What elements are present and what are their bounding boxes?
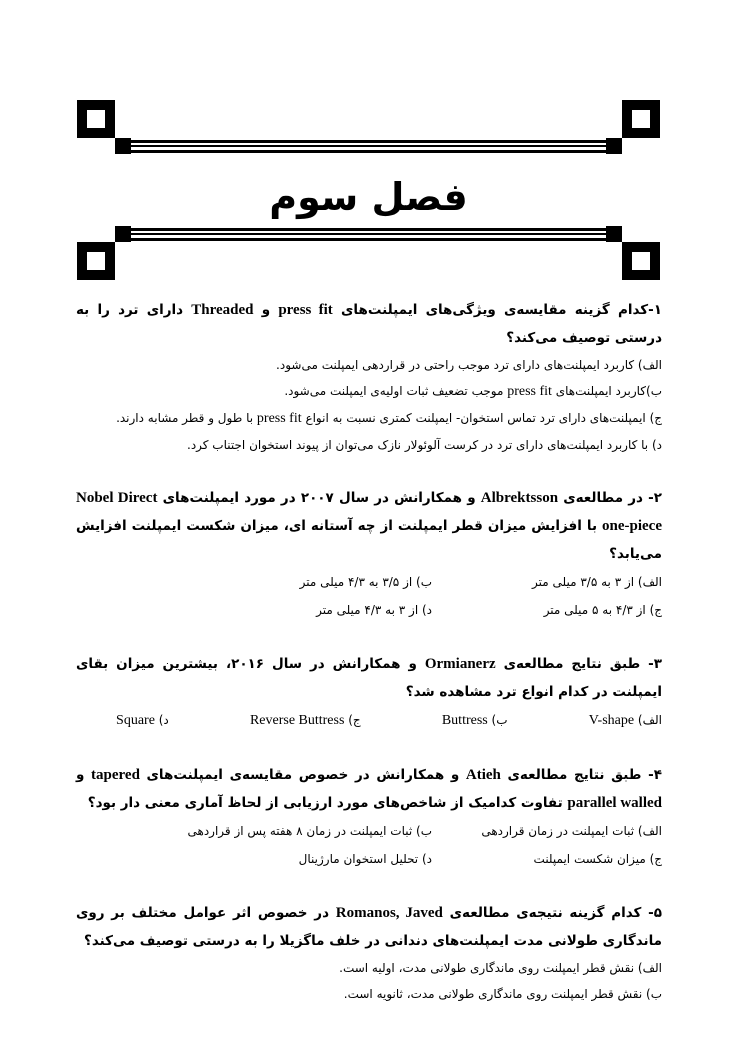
bottom-rule [131,238,606,241]
option-d: د) از ۳ به ۴/۳ میلی متر [316,603,432,617]
question-stem: ۲- در مطالعه‌ی Albrektsson و همکارانش در سال ۲۰۰۷ در مورد ایمپلنت‌های Nobel Direct one-piece با افزایش میزان قطر ایمپلنت از چه آستانه ای، میزان شکست ایمپلنت افزایش می‌یابد؟ [76,490,663,562]
option-a: الف) نقش قطر ایمپلنت روی ماندگاری طولانی مدت، اولیه است. [339,961,662,975]
question-stem: ۳- طبق نتایج مطالعه‌ی Ormianerz و همکارانش در سال ۲۰۱۶، بیشترین میزان بقای ایمپلنت در کدام انواع ترد مشاهده شد؟ [76,656,662,700]
corner-ornament-bottom-left [77,242,115,280]
options-row [76,817,662,845]
option-c: ج) از ۴/۳ به ۵ میلی متر [543,603,662,617]
option-b: ب) ثبات ایمپلنت در زمان ۸ هفته پس از قراردهی [187,824,432,838]
corner-ornament-bottom-right [622,242,660,280]
ornament-square-bottom-left [115,226,131,242]
top-rule [131,140,606,143]
question-5 [76,899,662,1007]
top-rule [131,145,606,147]
bottom-rule [131,228,606,231]
bottom-rule [131,233,606,235]
corner-ornament-top-left [77,100,115,138]
option-b: ب) از ۳/۵ به ۴/۳ میلی متر [299,575,432,589]
corner-ornament-top-right [622,100,660,138]
option-a: الف) V-shape [588,713,662,728]
question-3 [76,650,662,735]
ornament-square-top-right [606,138,622,154]
option-a: الف) ثبات ایمپلنت در زمان قراردهی [481,824,662,838]
question-stem: ۱-کدام گزینه مقایسه‌ی ویژگی‌های ایمپلنت‌های press fit و Threaded دارای ترد را به درستی توصیف می‌کند؟ [76,302,662,346]
chapter-header-frame [77,100,660,280]
option-a: الف) کاربرد ایمپلنت‌های دارای ترد موجب راحتی در قراردهی ایمپلنت می‌شود. [276,358,662,372]
ornament-square-top-left [115,138,131,154]
options-row [76,706,662,735]
question-stem: ۵- کدام گزینه نتیجه‌ی مطالعه‌ی Romanos, Javed در خصوص اثر عوامل مختلف بر روی ماندگاری طولانی مدت ایمپلنت‌های دندانی در خلف ماگزیلا را به درستی توصیف می‌کند؟ [76,905,663,949]
options-row [76,596,662,624]
question-stem: ۴- طبق نتایج مطالعه‌ی Atieh و همکارانش در خصوص مقایسه‌ی ایمپلنت‌های tapered و parallel walled تفاوت کدامیک از شاخص‌های مورد ارزیابی از لحاظ آماری معنی دار بود؟ [76,767,662,811]
question-1 [76,296,662,458]
questions-list [76,296,662,1033]
option-b: ب) Buttress [441,713,508,728]
option-c: ج) Reverse Buttress [249,713,361,728]
option-c: ج) ایمپلنت‌های دارای ترد تماس استخوان- ایمپلنت کمتری نسبت به انواع press fit با طول و قطر مشابه دارند. [116,411,662,426]
option-d: د) تحلیل استخوان مارژینال [298,852,432,866]
question-4 [76,761,662,873]
option-c: ج) میزان شکست ایمپلنت [533,852,662,866]
options-row [76,845,662,873]
top-rule [131,150,606,153]
option-a: الف) از ۳ به ۳/۵ میلی متر [532,575,662,589]
chapter-title: فصل سوم [269,175,468,219]
option-d: د) Square [116,713,169,728]
ornament-square-bottom-right [606,226,622,242]
option-b: ب)کاربرد ایمپلنت‌های press fit موجب تضعیف ثبات اولیه‌ی ایمپلنت می‌شود. [284,384,662,399]
options-row [76,568,662,596]
option-b: ب) نقش قطر ایمپلنت روی ماندگاری طولانی مدت، ثانویه است. [343,987,662,1001]
option-d: د) با کاربرد ایمپلنت‌های دارای ترد در کرست آلوئولار نازک می‌توان از پیوند استخوان اجتناب کرد. [187,438,662,452]
question-2 [76,484,662,624]
